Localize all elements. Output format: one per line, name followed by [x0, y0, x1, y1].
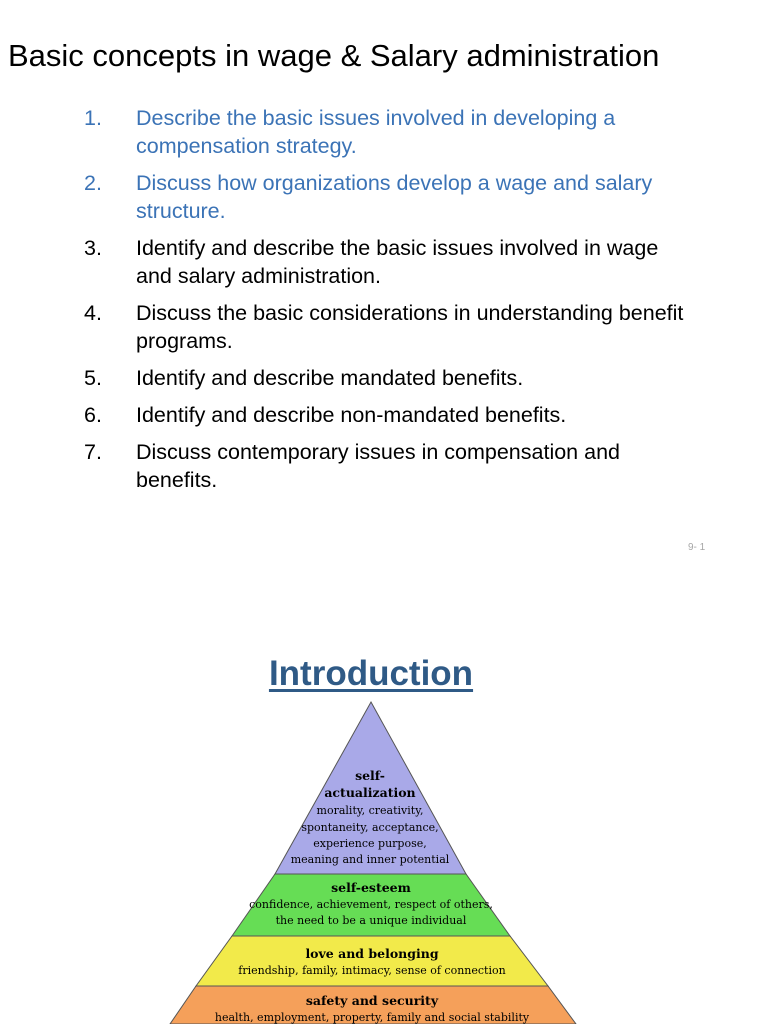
objective-text-line: Describe the basic issues involved in developing a: [136, 106, 616, 130]
level-title: safety and security: [305, 993, 439, 1008]
objective-item-6: [84, 401, 764, 429]
objective-number: 1.: [84, 106, 102, 130]
slide-introduction: [0, 600, 768, 1024]
page-number: 9- 1: [688, 542, 706, 553]
objective-number: 5.: [84, 366, 102, 390]
objective-text-line: benefits.: [136, 468, 218, 492]
level-description: the need to be a unique individual: [275, 914, 467, 927]
objective-text-line: Discuss contemporary issues in compensation and: [136, 440, 620, 464]
objective-text-line: and salary administration.: [136, 264, 381, 288]
objective-text-line: Identify and describe non-mandated benefits.: [136, 403, 567, 427]
level-description: friendship, family, intimacy, sense of connection: [238, 964, 506, 977]
objective-number: 4.: [84, 301, 102, 325]
level-description: meaning and inner potential: [290, 853, 450, 866]
objective-text-line: compensation strategy.: [136, 134, 357, 158]
level-description: morality, creativity,: [316, 804, 424, 817]
objective-text-line: Discuss how organizations develop a wage and salary: [136, 171, 653, 195]
objective-item-5: [84, 364, 764, 392]
objective-number: 3.: [84, 236, 102, 260]
pyramid-level-love-belonging: [196, 936, 548, 986]
objective-item-2: [84, 169, 764, 225]
intro-title: Introduction: [268, 654, 474, 693]
objectives-list: [84, 104, 764, 503]
objective-text-line: programs.: [136, 329, 233, 353]
objective-number: 7.: [84, 440, 102, 464]
objective-text-line: Discuss the basic considerations in understanding benefit: [136, 301, 684, 325]
objective-number: 2.: [84, 171, 102, 195]
objective-text-line: structure.: [136, 199, 226, 223]
objective-item-1: [84, 104, 764, 160]
objective-item-4: [84, 299, 764, 355]
level-title: love and belonging: [305, 946, 439, 961]
objective-item-7: [84, 438, 764, 494]
level-description: experience purpose,: [313, 837, 427, 850]
level-title: self-esteem: [331, 880, 411, 895]
level-title: actualization: [324, 785, 416, 800]
objective-number: 6.: [84, 403, 102, 427]
level-description: spontaneity, acceptance,: [301, 821, 439, 834]
slide-title: Basic concepts in wage & Salary administration: [8, 38, 660, 73]
objective-text-line: Identify and describe mandated benefits.: [136, 366, 524, 390]
level-title: self-: [355, 768, 385, 783]
objective-text-line: Identify and describe the basic issues involved in wage: [136, 236, 659, 260]
objective-item-3: [84, 234, 764, 290]
level-description: confidence, achievement, respect of others,: [249, 898, 493, 911]
level-description: health, employment, property, family and social stability: [214, 1011, 530, 1024]
maslow-pyramid: [0, 600, 768, 1024]
